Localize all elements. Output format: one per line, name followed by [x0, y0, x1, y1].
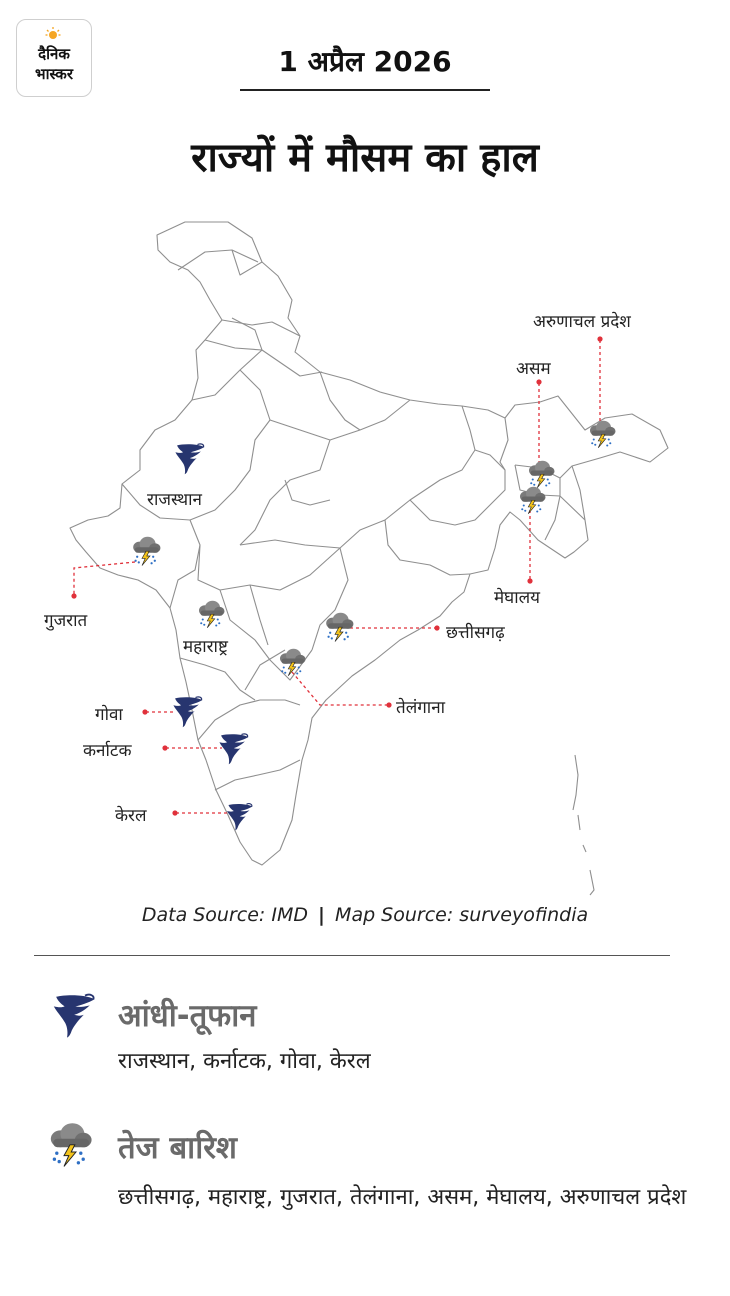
label-karnataka: कर्नाटक — [83, 741, 132, 761]
dot-telangana — [386, 702, 391, 707]
label-maharashtra: महाराष्ट्र — [183, 637, 228, 657]
label-goa: गोवा — [95, 705, 123, 725]
label-rajasthan: राजस्थान — [147, 490, 202, 510]
legend-rain-states: छत्तीसगढ़, महाराष्ट्र, गुजरात, तेलंगाना, असम, मेघालय, अरुणाचल प्रदेश — [118, 1185, 687, 1210]
date-heading: 1 अप्रैल 2026 — [278, 45, 452, 78]
leader-dots — [71, 336, 602, 815]
thunderstorm-rain-icon — [280, 649, 306, 676]
dot-meghalaya — [527, 578, 532, 583]
dot-karnataka — [162, 745, 167, 750]
dot-arunachal — [597, 336, 602, 341]
tornado-icon — [227, 804, 253, 831]
legend-storm-states: राजस्थान, कर्नाटक, गोवा, केरल — [118, 1049, 371, 1074]
source-credit — [0, 904, 730, 926]
label-meghalaya: मेघालय — [494, 588, 541, 608]
logo-line2: भास्कर — [35, 65, 73, 83]
map-source: Map Source: surveyofindia — [335, 904, 589, 926]
legend-storm-title: आंधी-तूफान — [118, 998, 257, 1034]
dot-chhattisgarh — [434, 625, 439, 630]
dot-gujarat — [71, 593, 76, 598]
thunderstorm-rain-icon — [133, 537, 160, 566]
dot-kerala — [172, 810, 177, 815]
label-kerala: केरल — [115, 806, 147, 826]
leader-lines — [74, 340, 600, 813]
source-separator: | — [318, 904, 325, 926]
label-chhattisgarh: छत्तीसगढ़ — [446, 623, 505, 643]
label-gujarat: गुजरात — [44, 611, 88, 631]
dot-assam — [536, 379, 541, 384]
label-arunachal: अरुणाचल प्रदेश — [533, 312, 631, 332]
thunderstorm-rain-icon — [46, 1120, 94, 1172]
thunderstorm-rain-icon — [199, 601, 225, 628]
section-divider — [34, 955, 670, 956]
legend-rain-title: तेज बारिश — [118, 1130, 237, 1166]
tornado-icon — [219, 734, 248, 764]
thunderstorm-rain-icon — [529, 461, 555, 488]
thunderstorm-rain-icon — [326, 613, 353, 642]
label-telangana: तेलंगाना — [396, 698, 446, 718]
data-source: Data Source: IMD — [141, 904, 308, 926]
tornado-icon — [48, 992, 98, 1040]
tornado-icon — [175, 444, 204, 474]
page-title: राज्यों में मौसम का हाल — [191, 135, 539, 181]
tornado-icon — [173, 697, 202, 727]
label-assam: असम — [516, 359, 551, 379]
dot-goa — [142, 709, 147, 714]
logo-line1: दैनिक — [38, 45, 70, 63]
